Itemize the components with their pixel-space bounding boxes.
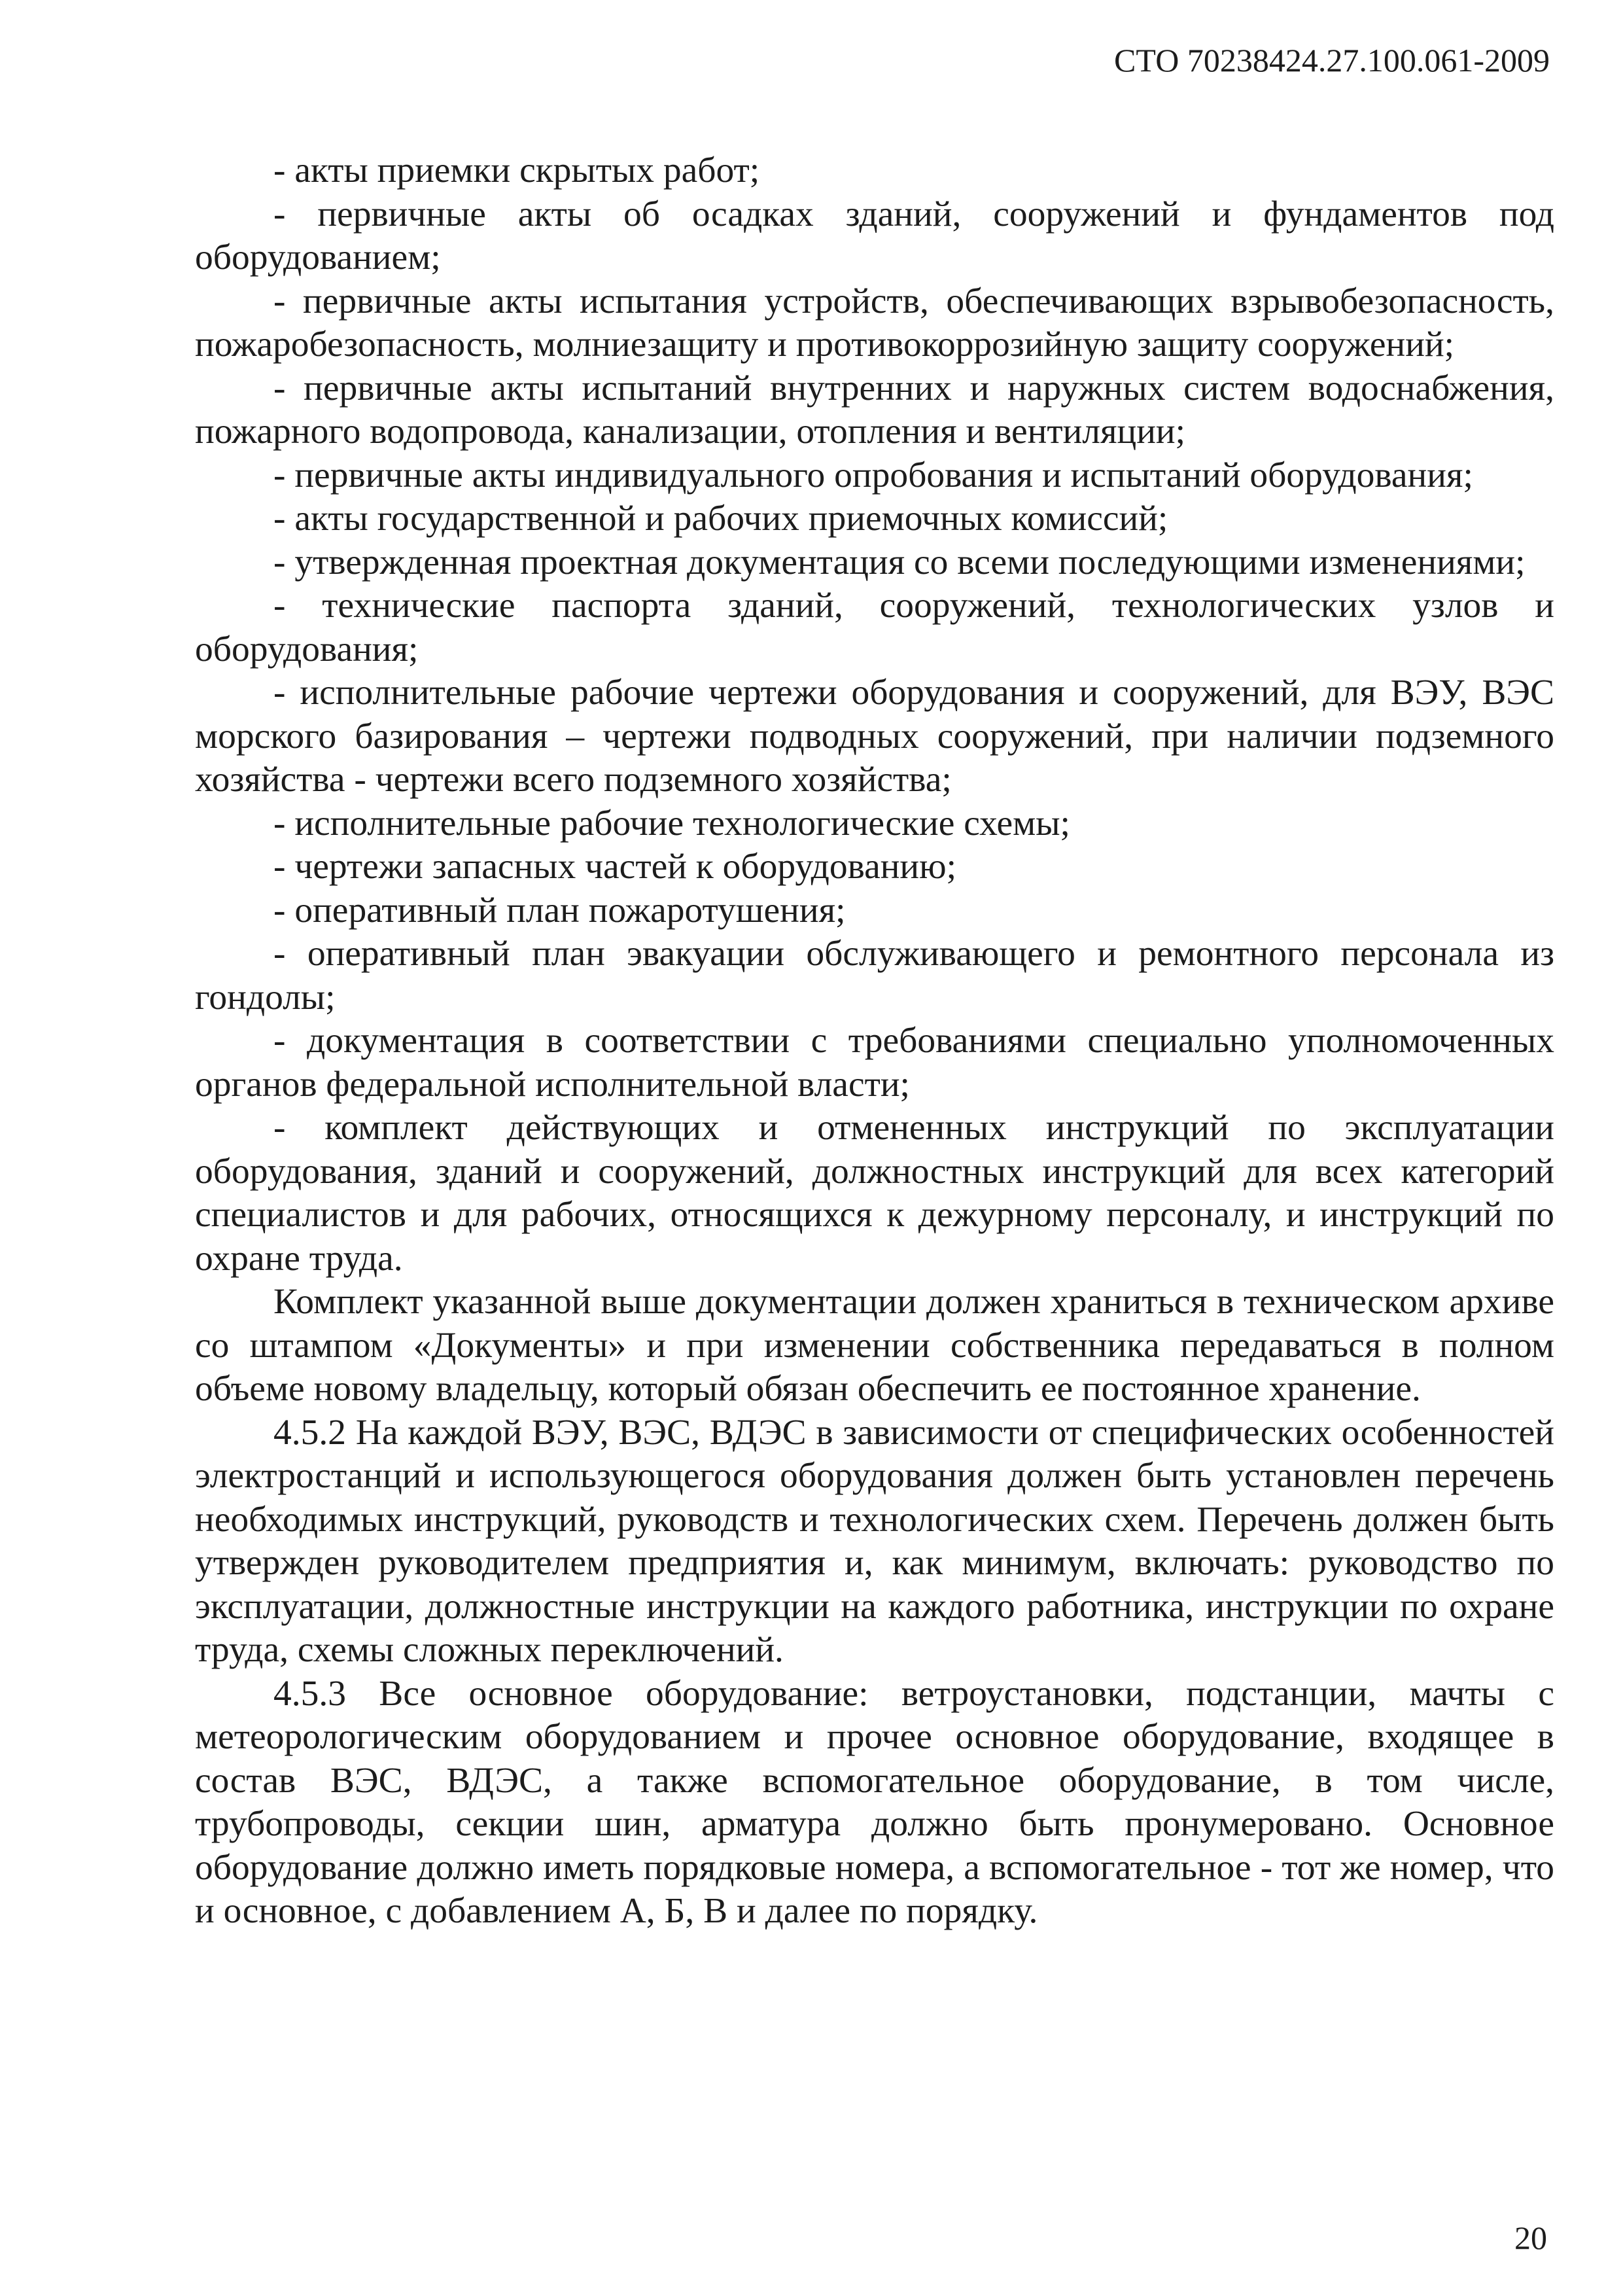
list-item: - чертежи запасных частей к оборудованию;	[273, 847, 957, 887]
document-code: СТО 70238424.27.100.061-2009	[1114, 42, 1550, 79]
body-text	[195, 149, 1554, 1934]
paragraph-documentation-storage: Комплект указанной выше документации должен храниться в техническом архиве со штампом «Документы» и при изменении собственника передаваться в полном объеме новому владельцу, который обязан обеспечить ее постоянное хранение.	[195, 1282, 1554, 1409]
list-item: - акты приемки скрытых работ;	[273, 150, 760, 190]
list-item: - акты государственной и рабочих приемочных комиссий;	[273, 499, 1168, 539]
page-number: 20	[1514, 2219, 1547, 2256]
list-item: - первичные акты испытания устройств, обеспечивающих взрывобезопасность, пожаробезопасность, молниезащиту и противокоррозийную защиту сооружений;	[195, 281, 1554, 364]
list-item: - оперативный план пожаротушения;	[273, 890, 846, 930]
list-item: - первичные акты об осадках зданий, сооружений и фундаментов под оборудованием;	[195, 194, 1554, 277]
list-item: - утвержденная проектная документация со всеми последующими изменениями;	[273, 542, 1526, 582]
list-item: - первичные акты индивидуального опробования и испытаний оборудования;	[273, 455, 1473, 495]
list-item: - первичные акты испытаний внутренних и наружных систем водоснабжения, пожарного водопровода, канализации, отопления и вентиляции;	[195, 368, 1554, 451]
section-4-5-3: 4.5.3 Все основное оборудование: ветроустановки, подстанции, мачты с метеорологическим оборудованием и прочее основное оборудование, входящее в состав ВЭС, ВДЭС, а также вспомогательное оборудование, в том числе, трубопроводы, секции шин, арматура должно быть пронумеровано. Основное оборудование должно иметь порядковые номера, а вспомогательное - тот же номер, что и основное, с добавлением А, Б, В и далее по порядку.	[195, 1673, 1554, 1931]
list-item: - документация в соответствии с требованиями специально уполномоченных органов федеральной исполнительной власти;	[195, 1021, 1554, 1104]
list-item: - технические паспорта зданий, сооружений, технологических узлов и оборудования;	[195, 586, 1554, 669]
section-4-5-2: 4.5.2 На каждой ВЭУ, ВЭС, ВДЭС в зависимости от специфических особенностей электростанций и использующегося оборудования должен быть установлен перечень необходимых инструкций, руководств и технологических схем. Перечень должен быть утвержден руководителем предприятия и, как минимум, включать: руководство по эксплуатации, должностные инструкции на каждого работника, инструкции по охране труда, схемы сложных переключений.	[195, 1412, 1554, 1670]
list-item: - комплект действующих и отмененных инструкций по эксплуатации оборудования, зданий и сооружений, должностных инструкций для всех категорий специалистов и для рабочих, относящихся к дежурному персоналу, и инструкций по охране труда.	[195, 1108, 1554, 1279]
list-item: - исполнительные рабочие чертежи оборудования и сооружений, для ВЭУ, ВЭС морского базирования – чертежи подводных сооружений, при наличии подземного хозяйства - чертежи всего подземного хозяйства;	[195, 673, 1554, 800]
list-item: - оперативный план эвакуации обслуживающего и ремонтного персонала из гондолы;	[195, 934, 1554, 1017]
list-item: - исполнительные рабочие технологические схемы;	[273, 803, 1070, 843]
